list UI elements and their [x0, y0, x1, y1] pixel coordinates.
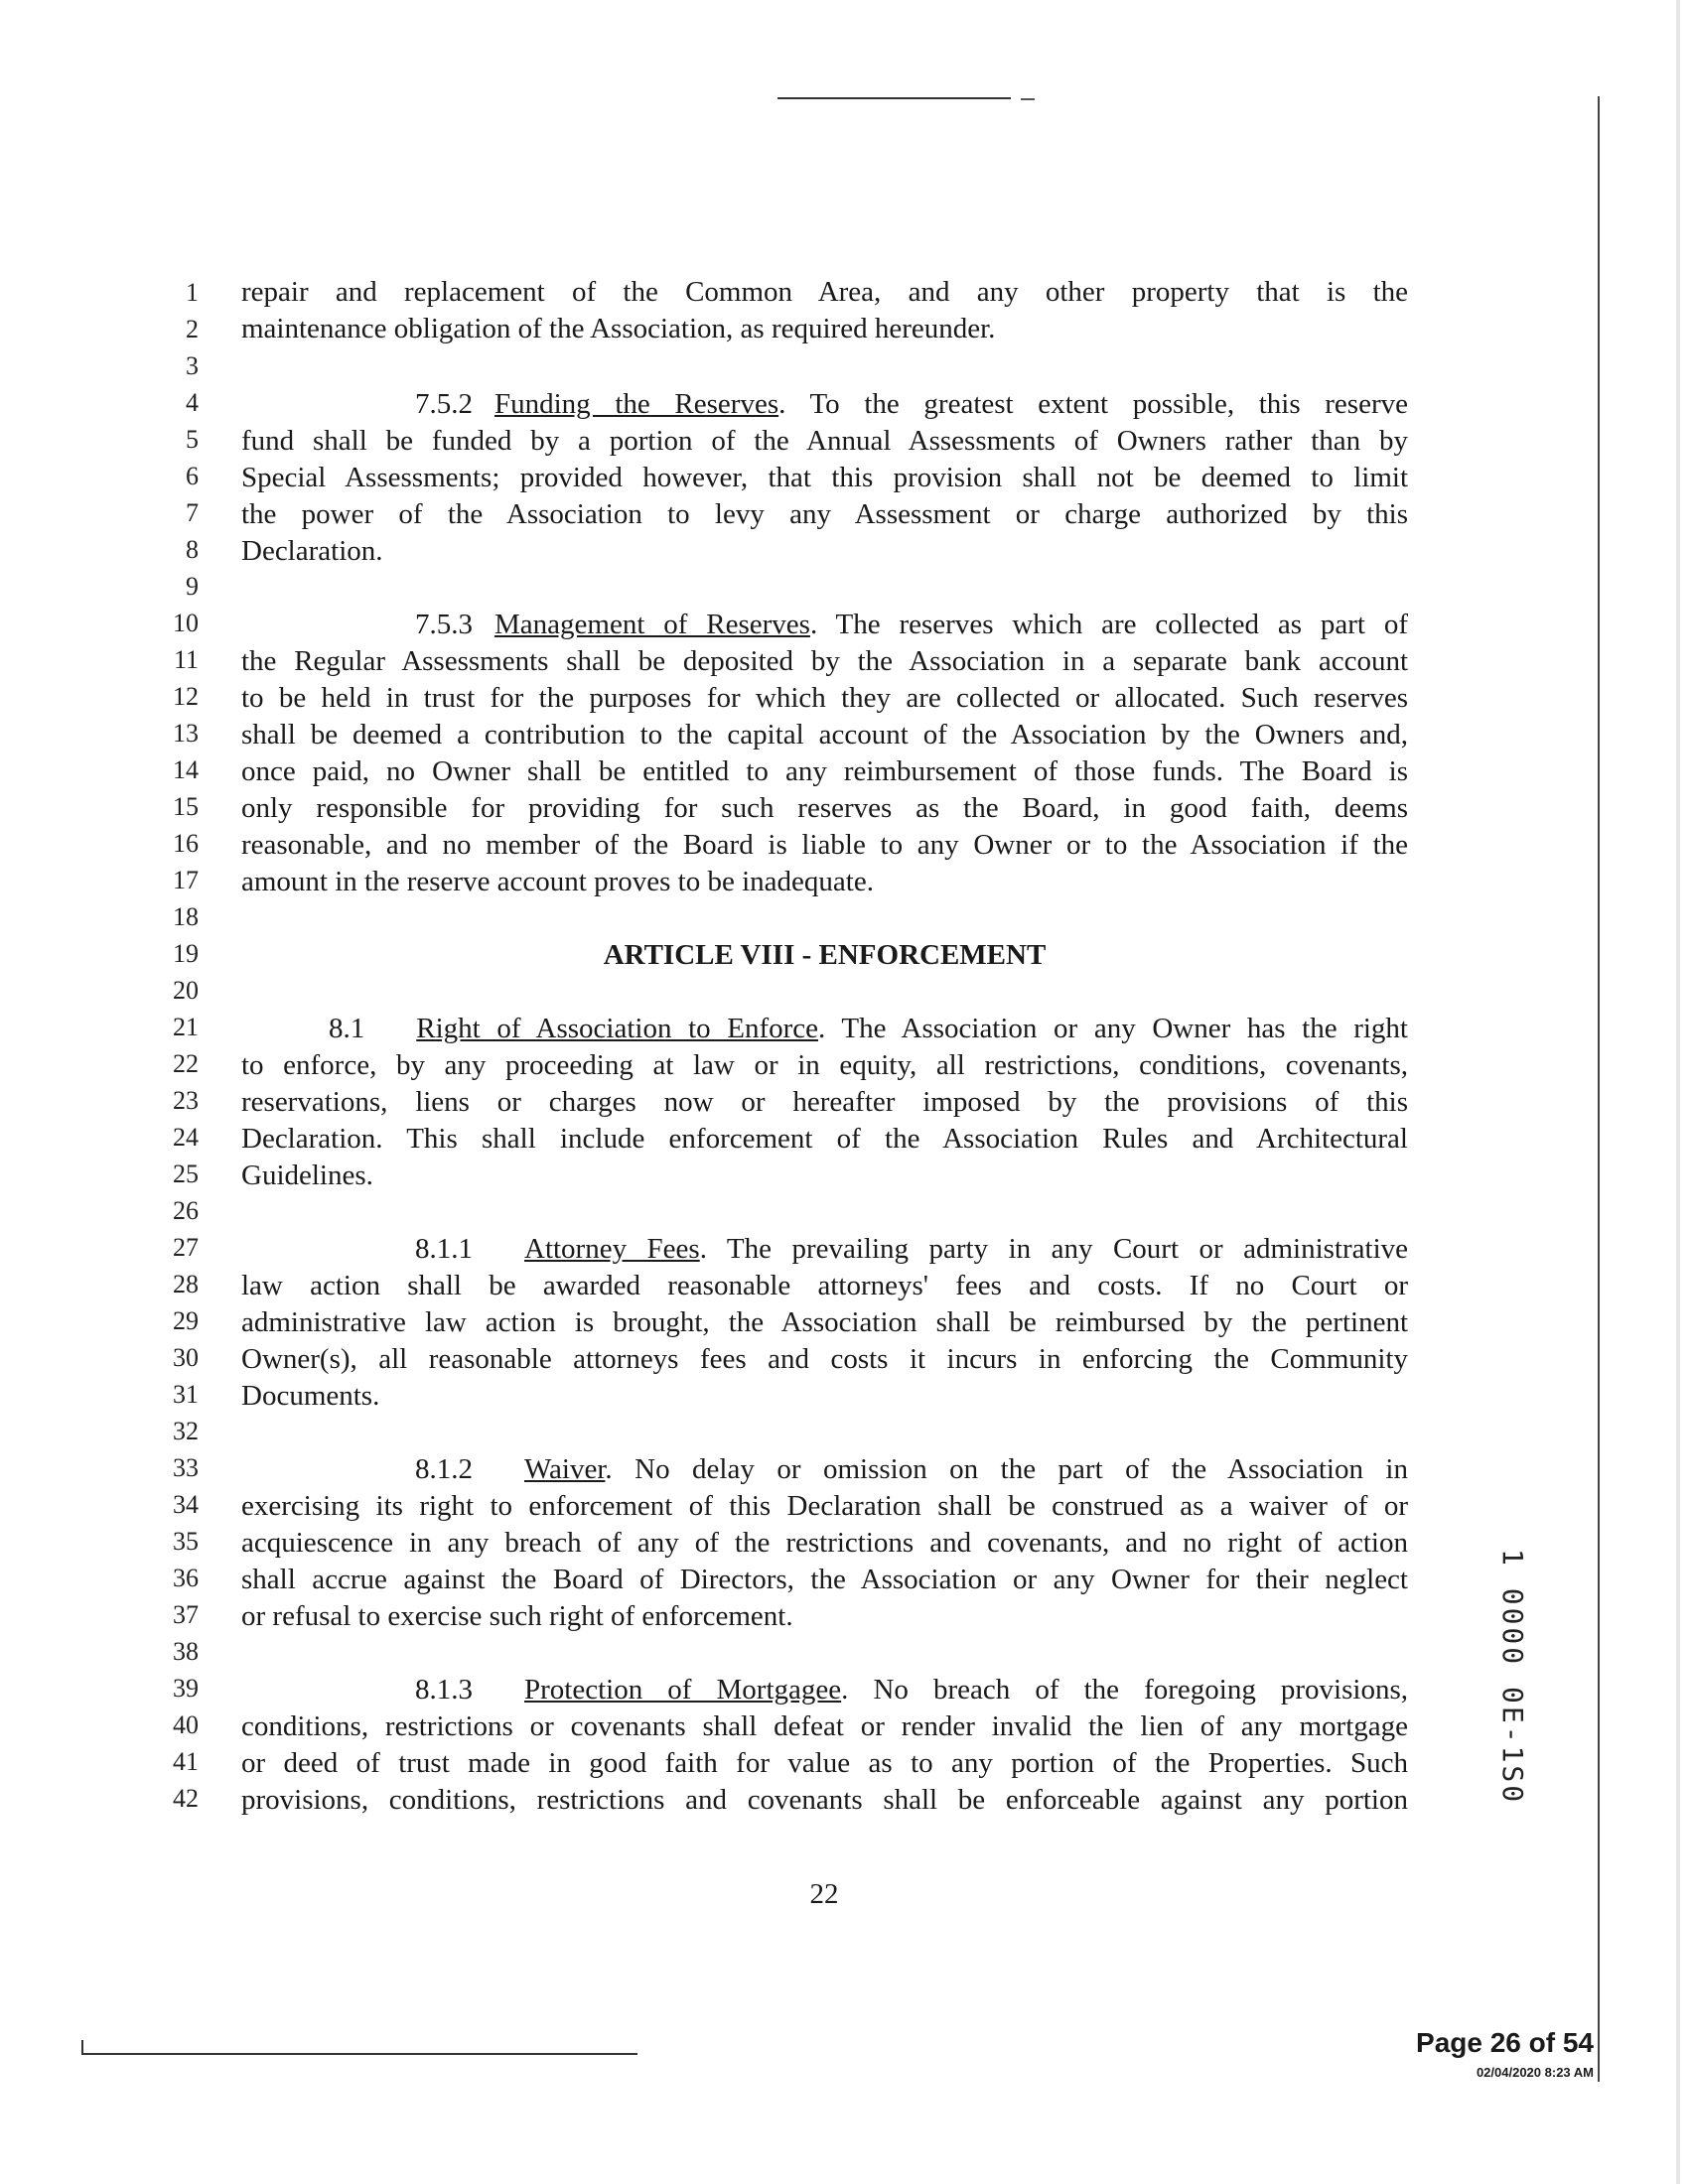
text-line-29: administrative law action is brought, the Association shall be reimbursed by the pertinent	[241, 1306, 1408, 1338]
text-line-25: Guidelines.	[241, 1160, 373, 1191]
text-line-42: provisions, conditions, restrictions and covenants shall be enforceable against any portion	[241, 1784, 1408, 1816]
line-number: 41	[173, 1747, 199, 1776]
bottom-rule-tick	[81, 2040, 83, 2054]
line-number: 23	[173, 1086, 199, 1115]
line-number: 40	[173, 1710, 199, 1739]
text-line-11: the Regular Assessments shall be deposited by the Association in a separate bank account	[241, 645, 1408, 677]
line-number: 30	[173, 1343, 199, 1372]
section-heading: Waiver	[524, 1453, 606, 1485]
line-number: 4	[186, 388, 199, 417]
article-title: ARTICLE VIII - ENFORCEMENT	[603, 939, 1047, 971]
text-line-31: Documents.	[241, 1380, 380, 1412]
line-number: 15	[173, 792, 199, 821]
line-number: 38	[173, 1637, 199, 1666]
section-7-5-2	[241, 386, 1408, 423]
line-number: 25	[173, 1160, 199, 1188]
text-line-1: repair and replacement of the Common Area, and any other property that is the	[241, 276, 1408, 308]
line-number: 22	[173, 1049, 199, 1078]
text-line-34: exercising its right to enforcement of this Declaration shall be construed as a waiver of or	[241, 1490, 1408, 1522]
top-rule	[777, 97, 1011, 99]
right-margin-rule	[1598, 96, 1600, 2082]
text-line-12: to be held in trust for the purposes for which they are collected or allocated. Such reserves	[241, 682, 1408, 714]
section-heading: Funding the Reserves	[494, 388, 779, 420]
line-number: 1	[186, 278, 199, 307]
top-rule-mark	[1021, 98, 1035, 100]
text-line-41: or deed of trust made in good faith for value as to any portion of the Properties. Such	[241, 1747, 1408, 1779]
line-number: 17	[173, 866, 199, 894]
text-line-2: maintenance obligation of the Association, as required hereunder.	[241, 313, 996, 344]
text-line-40: conditions, restrictions or covenants shall defeat or render invalid the lien of any mortgage	[241, 1710, 1408, 1742]
text-line-22: to enforce, by any proceeding at law or in equity, all restrictions, conditions, covenants,	[241, 1049, 1408, 1081]
line-number: 27	[173, 1233, 199, 1262]
line-number: 5	[186, 425, 199, 454]
scan-edge	[1676, 0, 1680, 2184]
line-number: 6	[186, 462, 199, 490]
section-number: 8.1	[329, 1013, 365, 1044]
line-number: 37	[173, 1600, 199, 1629]
line-number: 16	[173, 829, 199, 858]
line-number: 33	[173, 1453, 199, 1482]
timestamp-stamp: 02/04/2020 8:23 AM	[1476, 2065, 1594, 2080]
text-line-8: Declaration.	[241, 535, 383, 567]
line-number: 29	[173, 1306, 199, 1335]
line-number: 10	[173, 609, 199, 637]
text-line-37: or refusal to exercise such right of enforcement.	[241, 1600, 793, 1632]
text-line-30: Owner(s), all reasonable attorneys fees and costs it incurs in enforcing the Community	[241, 1343, 1408, 1375]
text-line-13: shall be deemed a contribution to the capital account of the Association by the Owners and,	[241, 719, 1408, 751]
section-heading: Protection of Mortgagee	[524, 1674, 842, 1706]
line-number: 26	[173, 1196, 199, 1225]
text-line-16: reasonable, and no member of the Board is liable to any Owner or to the Association if the	[241, 829, 1408, 861]
text-line-6: Special Assessments; provided however, that this provision shall not be deemed to limit	[241, 462, 1408, 493]
text-line-7: the power of the Association to levy any Assessment or charge authorized by this	[241, 498, 1408, 530]
line-number: 9	[186, 572, 199, 601]
section-heading: Attorney Fees	[524, 1233, 700, 1265]
section-number: 8.1.3	[415, 1674, 473, 1706]
text-line-36: shall accrue against the Board of Directors, the Association or any Owner for their neglect	[241, 1564, 1408, 1595]
line-number: 34	[173, 1490, 199, 1519]
section-7-5-3	[241, 607, 1408, 643]
section-8-1-1	[241, 1231, 1408, 1268]
section-number: 7.5.3	[415, 609, 473, 640]
section-first-line: . No breach of the foregoing provisions,	[841, 1674, 1408, 1706]
section-8-1-2	[241, 1451, 1408, 1488]
text-line-15: only responsible for providing for such reserves as the Board, in good faith, deems	[241, 792, 1408, 824]
page-number: 22	[809, 1878, 839, 1910]
line-number: 35	[173, 1527, 199, 1556]
section-first-line: . No delay or omission on the part of the Association in	[605, 1453, 1408, 1485]
line-number: 7	[186, 498, 199, 527]
section-first-line: . The reserves which are collected as part of	[809, 609, 1408, 640]
line-number: 3	[186, 351, 199, 380]
section-number: 8.1.2	[415, 1453, 473, 1485]
line-number: 36	[173, 1564, 199, 1592]
bottom-rule	[81, 2053, 637, 2055]
line-number: 31	[173, 1380, 199, 1409]
line-number: 39	[173, 1674, 199, 1703]
text-line-17: amount in the reserve account proves to be inadequate.	[241, 866, 874, 897]
line-number: 8	[186, 535, 199, 564]
line-number: 21	[173, 1013, 199, 1041]
line-number: 20	[173, 976, 199, 1005]
line-number: 11	[173, 645, 199, 674]
section-heading: Management of Reserves	[494, 609, 810, 640]
text-line-5: fund shall be funded by a portion of the Annual Assessments of Owners rather than by	[241, 425, 1408, 457]
text-line-14: once paid, no Owner shall be entitled to any reimbursement of those funds. The Board is	[241, 755, 1408, 787]
line-number: 28	[173, 1270, 199, 1298]
line-number: 14	[173, 755, 199, 784]
section-first-line: . The Association or any Owner has the right	[818, 1013, 1408, 1044]
line-number: 32	[173, 1417, 199, 1445]
page-counter-stamp: Page 26 of 54	[1416, 2027, 1594, 2058]
section-first-line: . The prevailing party in any Court or administrative	[699, 1233, 1408, 1265]
line-number: 42	[173, 1784, 199, 1813]
section-number: 7.5.2	[415, 388, 473, 420]
section-8-1-3	[241, 1672, 1408, 1708]
section-first-line: . To the greatest extent possible, this reserve	[778, 388, 1408, 420]
line-number: 19	[173, 939, 199, 968]
text-line-23: reservations, liens or charges now or hereafter imposed by the provisions of this	[241, 1086, 1408, 1118]
section-8-1	[241, 1011, 1408, 1047]
line-number: 12	[173, 682, 199, 711]
line-number: 2	[186, 315, 199, 343]
text-line-24: Declaration. This shall include enforcement of the Association Rules and Architectural	[241, 1123, 1408, 1155]
text-line-35: acquiescence in any breach of any of the restrictions and covenants, and no right of action	[241, 1527, 1408, 1559]
text-line-28: law action shall be awarded reasonable attorneys' fees and costs. If no Court or	[241, 1270, 1408, 1301]
section-heading: Right of Association to Enforce	[416, 1013, 819, 1044]
line-number: 13	[173, 719, 199, 748]
section-number: 8.1.1	[415, 1233, 473, 1265]
line-number: 18	[173, 902, 199, 931]
vertical-document-code: 1 0000 0E-1S0	[1496, 1549, 1529, 1806]
line-number: 24	[173, 1123, 199, 1152]
